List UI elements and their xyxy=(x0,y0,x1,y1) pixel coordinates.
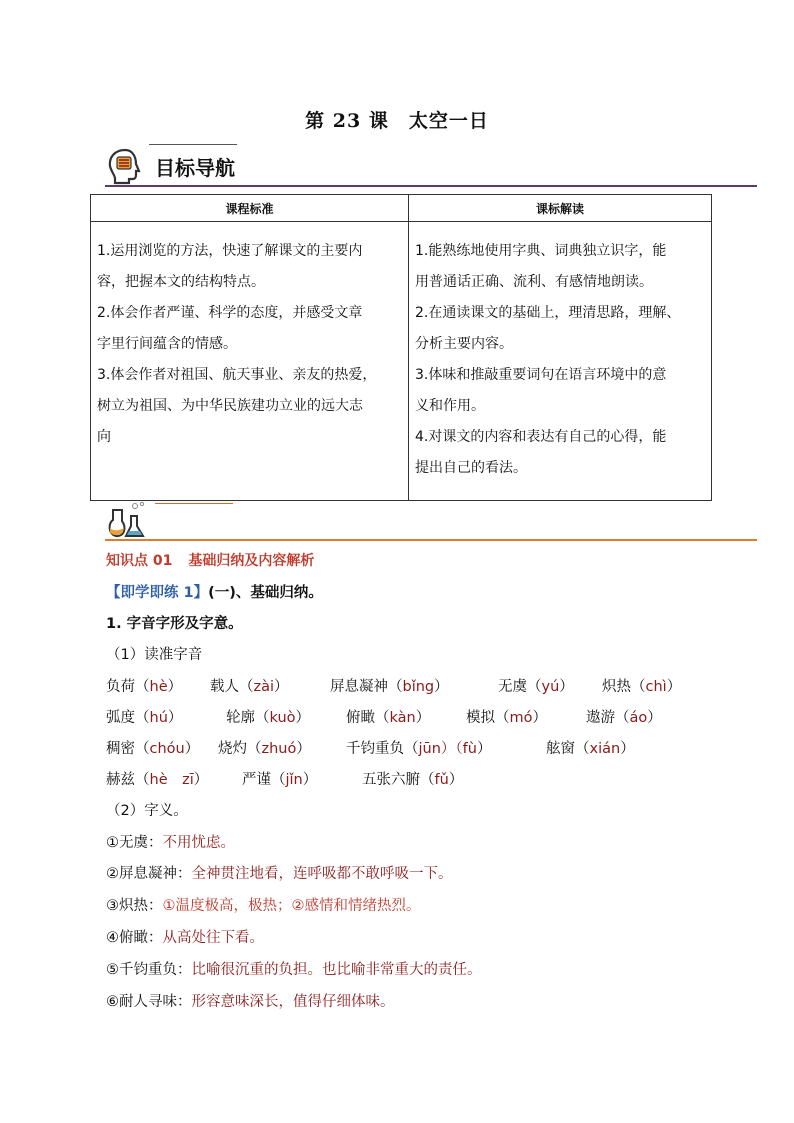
definition-item xyxy=(106,894,421,915)
definition-item xyxy=(106,831,235,852)
table-text: 2.体会作者严谨、科学的态度，并感受文章 xyxy=(97,305,363,321)
word-item: 轮廓（kuò） xyxy=(226,710,311,726)
definition-answer: 比喻很沉重的负担。也比喻非常重大的责任。 xyxy=(191,962,482,978)
knowledge-point-title xyxy=(106,550,314,570)
table-text: 3.体味和推敲重要词句在语言环境中的意 xyxy=(415,367,667,383)
word-row xyxy=(106,706,726,728)
page-title xyxy=(0,106,794,133)
word-row xyxy=(106,768,726,790)
definition-term: ③炽热： xyxy=(106,898,163,914)
word-row xyxy=(106,737,726,759)
word-item: 赫兹（hè zī） xyxy=(106,772,209,788)
word-item: 烧灼（zhuó） xyxy=(218,741,311,757)
word-item: 俯瞰（kàn） xyxy=(346,710,431,726)
section-title-goals: 目标导航 xyxy=(155,156,235,180)
word-item: 舷窗（xián） xyxy=(546,741,635,757)
definition-answer: ①温度极高，极热；②感情和情绪热烈。 xyxy=(162,898,421,914)
standards-table xyxy=(90,194,712,501)
standards-cell xyxy=(91,222,409,501)
lesson-name: 太空一日 xyxy=(408,110,489,132)
definition-item xyxy=(106,862,453,883)
definition-term: ①无虞： xyxy=(106,835,163,851)
definition-item xyxy=(106,926,264,947)
word-item: 严谨（jǐn） xyxy=(242,772,318,788)
table-text: 义和作用。 xyxy=(415,398,485,414)
word-item: 五张六腑（fǔ） xyxy=(362,772,464,788)
section-header-goals xyxy=(105,144,757,188)
item-heading: 1. 字音字形及字意。 xyxy=(106,616,243,632)
knowledge-point-number: 知识点 01 xyxy=(106,553,173,569)
definition-answer: 不用忧虑。 xyxy=(162,835,235,851)
definition-answer: 从高处往下看。 xyxy=(162,930,264,946)
word-item: 遨游（áo） xyxy=(586,710,662,726)
practice-text: (一)、基础归纳。 xyxy=(208,585,323,601)
sub-heading-meaning: （2）字义。 xyxy=(106,803,188,819)
table-text: 1.能熟练地使用字典、词典独立识字，能 xyxy=(415,243,667,259)
flask-icon xyxy=(105,498,147,540)
definition-item xyxy=(106,958,482,979)
table-header-standard: 课程标准 xyxy=(91,195,409,222)
table-text: 提出自己的看法。 xyxy=(415,460,527,476)
table-text: 1.运用浏览的方法，快速了解课文的主要内 xyxy=(97,243,363,259)
table-text: 3.体会作者对祖国、航天事业、亲友的热爱， xyxy=(97,367,377,383)
table-text: 向 xyxy=(97,429,111,445)
table-row xyxy=(91,222,712,501)
word-item: 无虞（yú） xyxy=(498,679,574,695)
table-text: 字里行间蕴含的情感。 xyxy=(97,336,237,352)
header-top-line xyxy=(149,144,237,145)
section-header-knowledge xyxy=(105,496,757,542)
word-item: 负荷（hè） xyxy=(106,679,183,695)
word-item: 稠密（chóu） xyxy=(106,741,200,757)
definition-term: ②屏息凝神： xyxy=(106,866,192,882)
table-text: 分析主要内容。 xyxy=(415,336,513,352)
lesson-number: 第 23 课 xyxy=(305,110,389,132)
word-item: 千钧重负（jūn）（fù） xyxy=(346,741,492,757)
definition-answer: 形容意味深长，值得仔细体味。 xyxy=(191,994,395,1010)
table-text: 2.在通读课文的基础上，理清思路，理解、 xyxy=(415,305,681,321)
definition-term: ⑥耐人寻味： xyxy=(106,994,192,1010)
definition-term: ④俯瞰： xyxy=(106,930,163,946)
word-item: 屏息凝神（bǐng） xyxy=(330,679,449,695)
word-row xyxy=(106,675,726,697)
practice-heading xyxy=(106,581,323,602)
table-header-row xyxy=(91,195,712,222)
table-text: 树立为祖国、为中华民族建功立业的远大志 xyxy=(97,398,363,414)
header-underline xyxy=(105,185,757,187)
header-top-line xyxy=(155,503,233,504)
table-text: 4.对课文的内容和表达有自己的心得，能 xyxy=(415,429,667,445)
sub-heading-pronunciation: （1）读准字音 xyxy=(106,647,203,663)
word-item: 炽热（chì） xyxy=(602,679,682,695)
word-item: 载人（zài） xyxy=(210,679,289,695)
header-underline xyxy=(105,539,757,541)
table-header-interpretation: 课标解读 xyxy=(409,195,712,222)
interpretation-cell xyxy=(409,222,712,501)
definition-answer: 全神贯注地看，连呼吸都不敢呼吸一下。 xyxy=(191,866,453,882)
table-text: 用普通话正确、流利、有感情地朗读。 xyxy=(415,274,653,290)
definition-term: ⑤千钧重负： xyxy=(106,962,192,978)
word-item: 模拟（mó） xyxy=(466,710,547,726)
table-text: 容，把握本文的结构特点。 xyxy=(97,274,265,290)
practice-tag: 【即学即练 1】 xyxy=(106,585,209,601)
definition-item xyxy=(106,990,395,1011)
knowledge-point-name: 基础归纳及内容解析 xyxy=(188,553,315,569)
word-item: 弧度（hú） xyxy=(106,710,183,726)
brain-head-icon xyxy=(105,147,145,185)
